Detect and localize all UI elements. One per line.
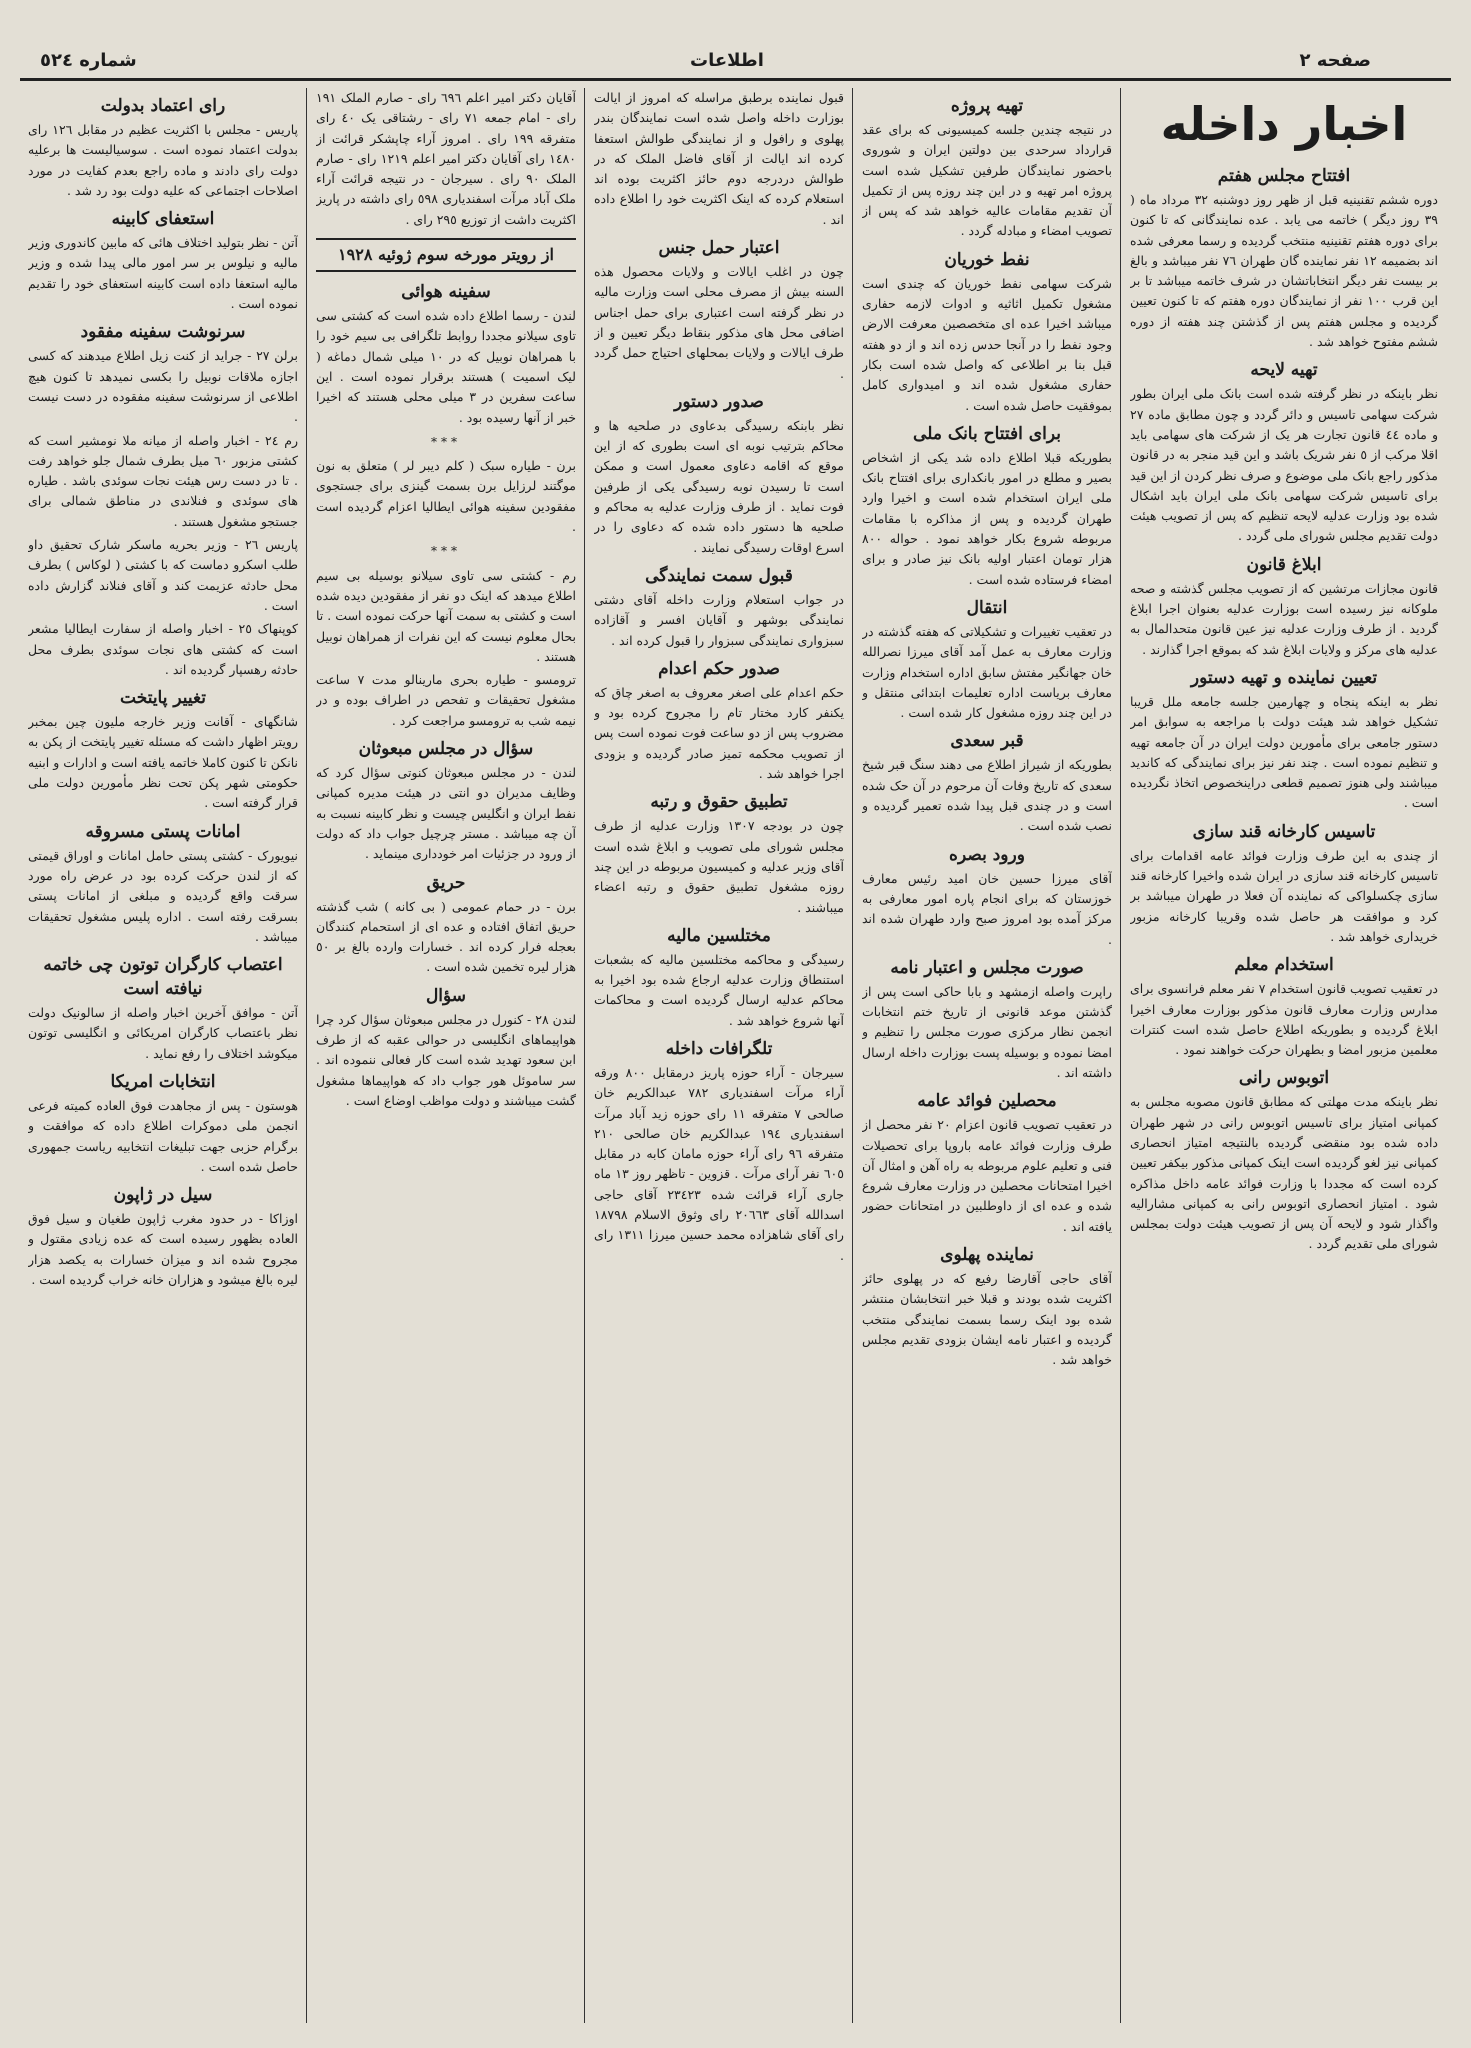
headline: اعتصاب کارگران توتون چی خاتمه نیافته است <box>43 955 283 1000</box>
newspaper-name: اطلاعات <box>690 50 764 71</box>
headline: سفینه هوائی <box>401 282 491 303</box>
column-rule <box>852 88 853 2023</box>
article-body: لندن - رسما اطلاع داده شده است که کشتی سی تاوی سیلانو مجددا روابط تلگرافی بی سیم خود را با همراهان نوبیل که در ١٠ میلی شمال دماغه ( لیک اسمیت ) هستند برقرار نموده است . این ساعت سفرین در ٣ میلی محلی هستند که اخیرا خبر از آنها رسیده بود . <box>316 308 576 425</box>
article-body: برن - طیاره سبک ( کلم دیبر لر ) متعلق به نون موگتند لرزایل برن بسمت گینزی برای جستجوی مفقودین سفینه هوائی ایطالیا اعزام گردیده است . <box>316 458 576 535</box>
headline: تاسیس کارخانه قند سازی <box>1192 821 1376 842</box>
column-news-2 <box>862 88 1112 2028</box>
article-body: نظر به اینکه پنجاه و چهارمین جلسه جامعه ملل قریبا تشکیل خواهد شد هیئت دولت با مراجعه به سوابق امر دستور جامعی برای مأمورین دولت ایران در آن جامعه تهیه و تنظیم نموده است . چند نفر نیز برای نمایندگی که کاندید میباشند ولی هنوز تصمیم قطعی دراینخصوص اتخاذ نگردیده است . <box>1130 693 1438 811</box>
headline: سیل در ژاپون <box>113 1185 213 1206</box>
column-foreign-news <box>28 88 298 2028</box>
headline: امانات پستی مسروقه <box>85 821 241 842</box>
headline: صدور دستور <box>674 391 764 412</box>
article-body: آتن - موافق آخرین اخبار واصله از سالونیک دولت نظر باعتصاب کارگران امریکائی و انگلیسی توتون میکوشد اختلاف را رفع نماید . <box>28 1005 298 1061</box>
headline: سؤال <box>425 985 467 1006</box>
article-body: نیویورک - کشتی پستی حامل امانات و اوراق قیمتی که از لندن حرکت کرده بود در عرض راه مورد سرقت واقع گردیده و مبلغی از امانات پستی بسرقت رفته است . اداره پلیس مشغول تحقیقات میباشد . <box>28 847 298 944</box>
issue-number: شماره ٥٢٤ <box>40 50 137 71</box>
headline: محصلین فوائد عامه <box>917 1091 1057 1112</box>
headline: تهیه پروژه <box>950 96 1024 116</box>
article-body: پاریس - مجلس با اکثریت عظیم در مقابل ١٢٦ رای بدولت اعتماد نموده است . سوسیالیست ها برعلیه دولت رای دادند و ماده راجع بعدم کفایت در مورد اصلاحات اجتماعی که علیه دولت بود رد شد . <box>28 122 298 198</box>
article-body: راپرت واصله ازمشهد و بابا حاکی است پس از گذشتن موعد قانونی از تاریخ ختم انتخابات انجمن نظار مرکزی صورت مجلس را تنظیم و امضا نموده و بوسیله پست بوزارت داخله ارسال داشته اند . <box>862 983 1112 1080</box>
headline: قبول سمت نمایندگی <box>645 565 793 586</box>
headline: حریق <box>426 872 466 893</box>
column-rule <box>1120 88 1121 2023</box>
article-body: بطوریکه قبلا اطلاع داده شد یکی از اشخاص بصیر و مطلع در امور بانکداری برای افتتاح بانک ملی ایران استخدام شده است و اخیرا وارد طهران گردیده و پس از مذاکره با مقامات مربوطه شروع بکار خواهد نمود . حواله ٨٠٠ هزار تومان اعتبار اولیه بانک نیز صادر و برای امضاء فرستاده شده است . <box>862 449 1112 587</box>
headline: صورت مجلس و اعتبار نامه <box>890 957 1084 978</box>
article-body: آقای حاجی آقارضا رفیع که در پهلوی حائز اکثریت شده بودند و قبلا خبر انتخابشان منتشر شده بود اینک رسما بسمت نمایندگی منتخب گردیده و اعتبار نامه ایشان بزودی تقدیم مجلس خواهد شد . <box>862 1271 1112 1368</box>
article-body: حکم اعدام علی اصغر معروف به اصغر چاق که یکنفر کارد مختار تام را مجروح کرده بود و مضروب پس از دو ساعت فوت نموده است پس از تصویب محکمه تمیز صادر گردیده و بزودی اجرا خواهد شد . <box>594 684 844 782</box>
article-body: کوپنهاک ٢٥ - اخبار واصله از سفارت ایطالیا مشعر است که کشتی های نجات سوئدی بطرف محل حادثه رهسپار گردیده اند . <box>28 621 298 677</box>
headline: اتوبوس رانی <box>1238 1068 1330 1089</box>
separator-stars: *** <box>431 544 461 559</box>
headline: قبر سعدی <box>950 731 1024 752</box>
headline: سرنوشت سفینه مفقود <box>80 322 246 343</box>
article-body: رسیدگی و محاکمه مختلسین مالیه که بشعبات استنطاق وزارت عدلیه ارجاع شده بود اخیرا به محاکم عدلیه ارسال گردیده است و محاکمات آنها شروع خواهد شد . <box>594 951 844 1028</box>
article-body: شانگهای - آقانت وزیر خارجه ملیون چین بمخبر رویتر اظهار داشت که مسئله تغییر پایتخت از پکن به نانکن تا کنون کاملا خاتمه یافته است و ادارات و ابنیه حکومتی شهر پکن تحت نظر مأمورین دولت ملی قرار گرفته است . <box>28 714 298 811</box>
page-number: صفحه ٢ <box>1299 50 1371 71</box>
headline: ابلاغ قانون <box>1246 554 1322 575</box>
article-body: هوستون - پس از مجاهدت فوق العاده کمیته فرعی انجمن ملی دموکرات اطلاع داده که موافقت و برگرام حزبی جهت تبلیغات انتخابیه ریاست جمهوری حاصل شده است . <box>28 1097 298 1174</box>
article-body: دوره ششم تقنینیه قبل از ظهر روز دوشنبه ٣٢ مرداد ماه ( ٣٩ روز دیگر ) خاتمه می یابد . عده نمایندگانی که تا کنون برای دوره هفتم تقنینیه منتخب گردیده و رسما معرفی شده اند بضمیمه ١٢ نفر نماینده گان طهران ٧٦ نفر میباشد و بالغ بر بیست نفر دیگر انتخاباتشان در شرف خاتمه میباشد تا بر این قرب ١٠٠ نفر از نمایندگان دوره هفتم که تا کنون تعیین گردیده و مجلس هفتم پس از گذشتن چند هفته از دوره ششم مفتوح خواهد شد . <box>1130 192 1438 350</box>
headline: انتقال <box>966 597 1008 618</box>
headline: تعیین نماینده و تهیه دستور <box>1190 667 1378 688</box>
headline: ورود بصره <box>949 844 1025 865</box>
headline: تغییر پایتخت <box>120 688 206 709</box>
column-news-3 <box>594 88 844 2028</box>
article-body: چون در بودجه ١٣٠٧ وزارت عدلیه از طرف مجلس شورای ملی تصویب و ابلاغ شده است آقای وزیر عدلیه و کمیسیون مربوطه در این چند روزه مشغول تطبیق حقوق و رتبه اعضاء میباشند . <box>594 818 844 915</box>
article-body: از چندی به این طرف وزارت فوائد عامه اقدامات برای تاسیس کارخانه قند سازی در ایران شده واخیرا کارخانه قند سازی چکسلواکی که نماینده آن فعلا در طهران میباشد بر کرد و موافقت هر حاصل شده وقریبا کارخانه مزبور خریداری خواهد شد . <box>1130 847 1438 944</box>
headline: برای افتتاح بانک ملی <box>913 423 1061 444</box>
article-body: آتن - نظر بتولید اختلاف هائی که مابین کاندوری وزیر مالیه و نیلوس بر سر امور مالی پیدا شده و وزیر مالیه استعفا داده است کابینه استعفای خود را تقدیم نموده است . <box>28 235 298 312</box>
headline: تطبیق حقوق و رتبه <box>650 792 788 813</box>
headline: نماینده پهلوی <box>940 1245 1034 1266</box>
article-body: لندن - در مجلس مبعوثان کنوتی سؤال کرد که وظایف مدیران دو انتی در هیئت مدیره کمپانی نفط ایران و انگلیس چیست و نظر کابینه نسبت به آن چه میباشد . مستر چرچیل جواب داد که دولت از ورود در جزئیات امر خودداری مینماید . <box>316 765 576 862</box>
column-reuters <box>316 88 576 2028</box>
article-body: در نتیجه چندین جلسه کمیسیونی که برای عقد قرارداد سرحدی بین دولتین ایران و شوروی باحضور نمایندگان طرفین تشکیل شده است پروژه امر تهیه و در این چند روزه پس از تکمیل آن تقدیم مقامات عالیه خواهد شد که پس از تصویب امضاء و مبادله گردد . <box>862 122 1112 239</box>
article-body: در تعقیب تصویب قانون استخدام ٧ نفر معلم فرانسوی برای مدارس وزارت معارف قانون مذکور بوزارت معارف اخیرا ابلاغ گردیده و بطوریکه اطلاع حاصل شده است کنترات معلمین مزبور امضا و بطهران حرکت خواهند نمود . <box>1130 981 1438 1058</box>
article-body: قبول نماینده برطبق مراسله که امروز از ایالت بوزارت داخله واصل شده است نمایندگان بندر پهلوی و رافول و از نمایندگی طوالش استعفا کرده اند ایالت از آقای فاضل الملک که در طوالش دردرجه دوم حائز اکثریت بوده اند استعلام کرده که اینک اکثریت خود را اطلاع داده اند . <box>594 90 844 227</box>
headline: استخدام معلم <box>1234 955 1334 976</box>
column-rule <box>584 88 585 2023</box>
article-body: چون در اغلب ایالات و ولایات محصول هذه السنه بیش از مصرف محلی است وزارت مالیه در نظر گرفته است اعتباری برای حمل اجناس اضافی محل های مذکور بنقاط دیگر تعیین و از طرف ایالات و ولایات بمحلهای احتیاج حمل گردد . <box>594 264 844 381</box>
article-body: نظر باینکه مدت مهلتی که مطابق قانون مصوبه مجلس به کمپانی امتیاز برای تاسیس اتوبوس رانی در شهر طهران داده شده بود منقضی گردیده بالنتیجه امتیاز انحصاری کمپانی نیز لغو گردیده است اینک کمپانی مذکور بیکفر تعیین کرده است که مجددا با وزارت فوائد عامه داخل مذاکره شود . امتیاز انحصاری اتوبوس رانی به کمپانی مشارالیه واگذار شود و لایحه آن پس از تصویب هیئت دولت بمجلس شورای ملی تقدیم گردد . <box>1130 1094 1438 1252</box>
article-body: در تعقیب تصویب قانون اعزام ٢٠ نفر محصل از طرف وزارت فوائد عامه باروپا برای تحصیلات فنی و تعلیم علوم مربوطه به راه آهن و امثال آن اخیرا امتحانات محصلین در وزارت معارف شروع شده و عده ای از داوطلبین در امتحانات حضور یافته اند . <box>862 1117 1112 1234</box>
headline: تهیه لایحه <box>1250 360 1318 381</box>
headline: صدور حکم اعدام <box>658 658 780 679</box>
article-body: برن - در حمام عمومی ( بی کانه ) شب گذشته حریق اتفاق افتاده و عده ای از استحمام کنندگان بعجله فرار کرده اند . خسارات وارده بالغ بر ٥٠ هزار لیره تخمین شده است . <box>316 898 576 975</box>
article-body: ترومسو - طیاره بحری مارینالو مدت ٧ ساعت مشغول تحقیقات و تفحص در اطراف بوده و در نیمه شب به ترومسو مراجعت کرد . <box>316 672 576 728</box>
article-body: رم ٢٤ - اخبار واصله از میانه ملا نومشیر است که کشتی مزبور ٦٠ میل بطرف شمال جلو خواهد رفت . تا در دست رس هیئت نجات سوئدی باشد . طیاره های سوئدی و فنلاندی در مناطق شمالی برای جستجو مشغول هستند . <box>28 432 298 529</box>
article-body: لندن ٢٨ - کنورل در مجلس مبعوثان سؤال کرد چرا هواپیماهای انگلیسی در حوالی عقبه که از طرف ابن سعود تهدید شده است کار فعالی ننموده اند . سر ساموئل هور جواب داد که هواپیماها مشغول گشت میباشند و دولت مواظب اوضاع است . <box>316 1011 576 1108</box>
article-body: آقای میرزا حسین خان امید رئیس معارف خوزستان که برای انجام پاره امور معارفی به مرکز آمده بود امروز صبح وارد طهران شده اند . <box>862 870 1112 947</box>
section-masthead: اخبار داخله <box>1160 97 1408 151</box>
headline: رای اعتماد بدولت <box>100 96 226 116</box>
article-body: شرکت سهامی نفط خوریان که چندی است مشغول تکمیل اثاثیه و ادوات لازمه حفاری میباشد اخیرا عده ای متخصصین معرفت الارض وجود نفط را در آنجا حدس زده اند و از دو هفته قبل بنا بر اطلاعی که واصل شده است بکار حفاری مشغول شده اند و امیدواری کامل بموفقیت حاصل شده است . <box>862 275 1112 413</box>
headline: مختلسین مالیه <box>667 925 771 946</box>
article-body: نظر بابنکه رسیدگی بدعاوی در صلحیه ها و محاکم بترتیب نوبه ای است بطوری که از این موقع که اقامه دعاوی معمول است و ممکن است تا رسیدن نوبه رسیدگی یکی از طرفین فوت نماید . از طرف وزارت عدلیه به محاکم و صلحیه ها دستور داده شده که دعاوی را در اسرع اوقات رسیدگی نمایند . <box>594 417 844 555</box>
column-domestic-news <box>1130 88 1438 2028</box>
article-body: برلن ٢٧ - جراید از کنت زیل اطلاع میدهند که کسی اجازه ملاقات نوبیل را بکسی نمیدهد تا کنون هیچ اطلاعی از سرنوشت سفینه مفقوده در دست نیست . <box>28 348 298 425</box>
headline: نفط خوریان <box>944 249 1030 270</box>
headline: سؤال در مجلس مبعوثان <box>358 739 534 760</box>
article-body: بطوریکه از شیراز اطلاع می دهند سنگ قبر شیخ سعدی که تاریخ وفات آن مرحوم در آن حک شده است و در چندی قبل پیدا شده تعمیر گردیده و نصب شده است . <box>862 757 1112 834</box>
headline: از رویتر مورخه سوم ژوئیه ١٩٢٨ <box>338 245 554 265</box>
article-body: در جواب استعلام وزارت داخله آقای دشتی نمایندگی بوشهر و آقایان افسر و آقازاده سبزواری نمایندگی سبزوار را قبول کرده اند . <box>594 591 844 648</box>
article-body: رم - کشتی سی تاوی سیلانو بوسیله بی سیم اطلاع میدهد که اینک دو نفر از مفقودین دیده شده است و کشتی به سمت آنها حرکت نموده است . تا بحال معلوم نیست که این نفرات از همراهان نوبیل هستند . <box>316 567 576 664</box>
article-body: اوزاکا - در حدود مغرب ژاپون طغیان و سیل فوق العاده بظهور رسیده است که عده زیادی مقتول و مجروح شده اند و میزان خسارات به یکصد هزار لیره بالغ میشود و هزاران خانه خراب گردیده است . <box>28 1211 298 1288</box>
headline: استعفای کابینه <box>111 209 215 230</box>
article-body: نظر باینکه در نظر گرفته شده است بانک ملی ایران بطور شرکت سهامی تاسیس و دائر گردد و چون مطابق ماده ٢٧ و ماده ٤٤ قانون تجارت هر یک از شرکت های سهامی باید اقلا مرکب از ٥ نفر شریک باشد و این قید منجر به در قانون مذکور راجع بانک ملی موضوع و صرف نظر کردن از این قید برای تاسیس شرکت سهامی بانک ملی ایران باید اشکال شده بود وزارت عدلیه لایحه تنظیم که پس از تصویب هیئت دولت تقدیم مجلس شورای ملی گردد . <box>1130 386 1438 544</box>
headline: افتتاح مجلس هفتم <box>1217 166 1351 186</box>
article-body: پاریس ٢٦ - وزیر بحریه ماسکر شارک تحقیق داو طلب اسکرو دماست که با کشتی ( لوکاس ) بطرف محل حادثه عزیمت کند و آقای فنلاند گزارش داده است . <box>28 537 298 613</box>
article-body: آقایان دکتر امیر اعلم ٦٩٦ رای - صارم الملک ١٩١ رای - امام جمعه ٧١ رای - رشتاقی یک ٤٠ رای متفرقه ١٩٩ رای . امروز آراء چاپشکر قرائت از ١٤٨٠ رای آقایان دکتر امیر اعلم ١٢١٩ رای - صارم الملک ٩٠ رای . سیرجان - در نتیجه قرائت آراء ملک آباد مرآت اسفندیاری ٥٩٨ رای داشته در پاریز اکثریت داشت از توزیع ٢٩٥ رای . <box>316 90 576 227</box>
column-rule <box>306 88 307 2023</box>
separator-stars: *** <box>431 434 461 449</box>
header-rule <box>20 78 1451 81</box>
article-body: قانون مجازات مرتشین که از تصویب مجلس گذشته و صحه ملوکانه نیز رسیده است بوزارت عدلیه بعنوان اجرا ابلاغ گردید . از طرف وزارت عدلیه نیز عین قانون متحدالمال به عدلیه های مرکز و ولایات ابلاغ شد که بموقع اجرا گذارند . <box>1130 580 1438 657</box>
headline: اعتبار حمل جنس <box>658 238 780 259</box>
article-body: سیرجان - آراء حوزه پاریز درمقابل ٨٠٠ ورقه آراء مرآت اسفندیاری ٧٨٢ عبدالکریم خان صالحی ٧ متفرقه ١١ رای حوزه زید آباد مرآت اسفندیاری ١٩٤ عبدالکریم خان صالحی ٢١٠ متفرقه ٩٦ رای آراء حوزه مامان کابه در مقابل ٦٠٥ نفر آرای مرآت . قزوین - تاظهر روز ١٣ ماه جاری آراء قرائت شده ٢٣٤٢٣ آقای حاجی اسدالله آقای ٢٠٦٦٣ رای وثوق الاسلام ١٨٧٩٨ رای آقای شاهزاده محمد حسین میرزا ١٣١١ رای . <box>594 1064 844 1263</box>
headline: انتخابات امریکا <box>110 1071 216 1092</box>
article-body: در تعقیب تغییرات و تشکیلاتی که هفته گذشته در وزارت معارف به عمل آمد آقای میرزا نصرالله خان جهانگیر مفتش سابق اداره استخدام وزارت معارف بریاست اداره تعلیمات ابتدائی منتقل و در این چند روزه مشغول کار شده است . <box>862 623 1112 721</box>
reuters-banner <box>316 238 576 272</box>
headline: تلگرافات داخله <box>665 1038 773 1059</box>
